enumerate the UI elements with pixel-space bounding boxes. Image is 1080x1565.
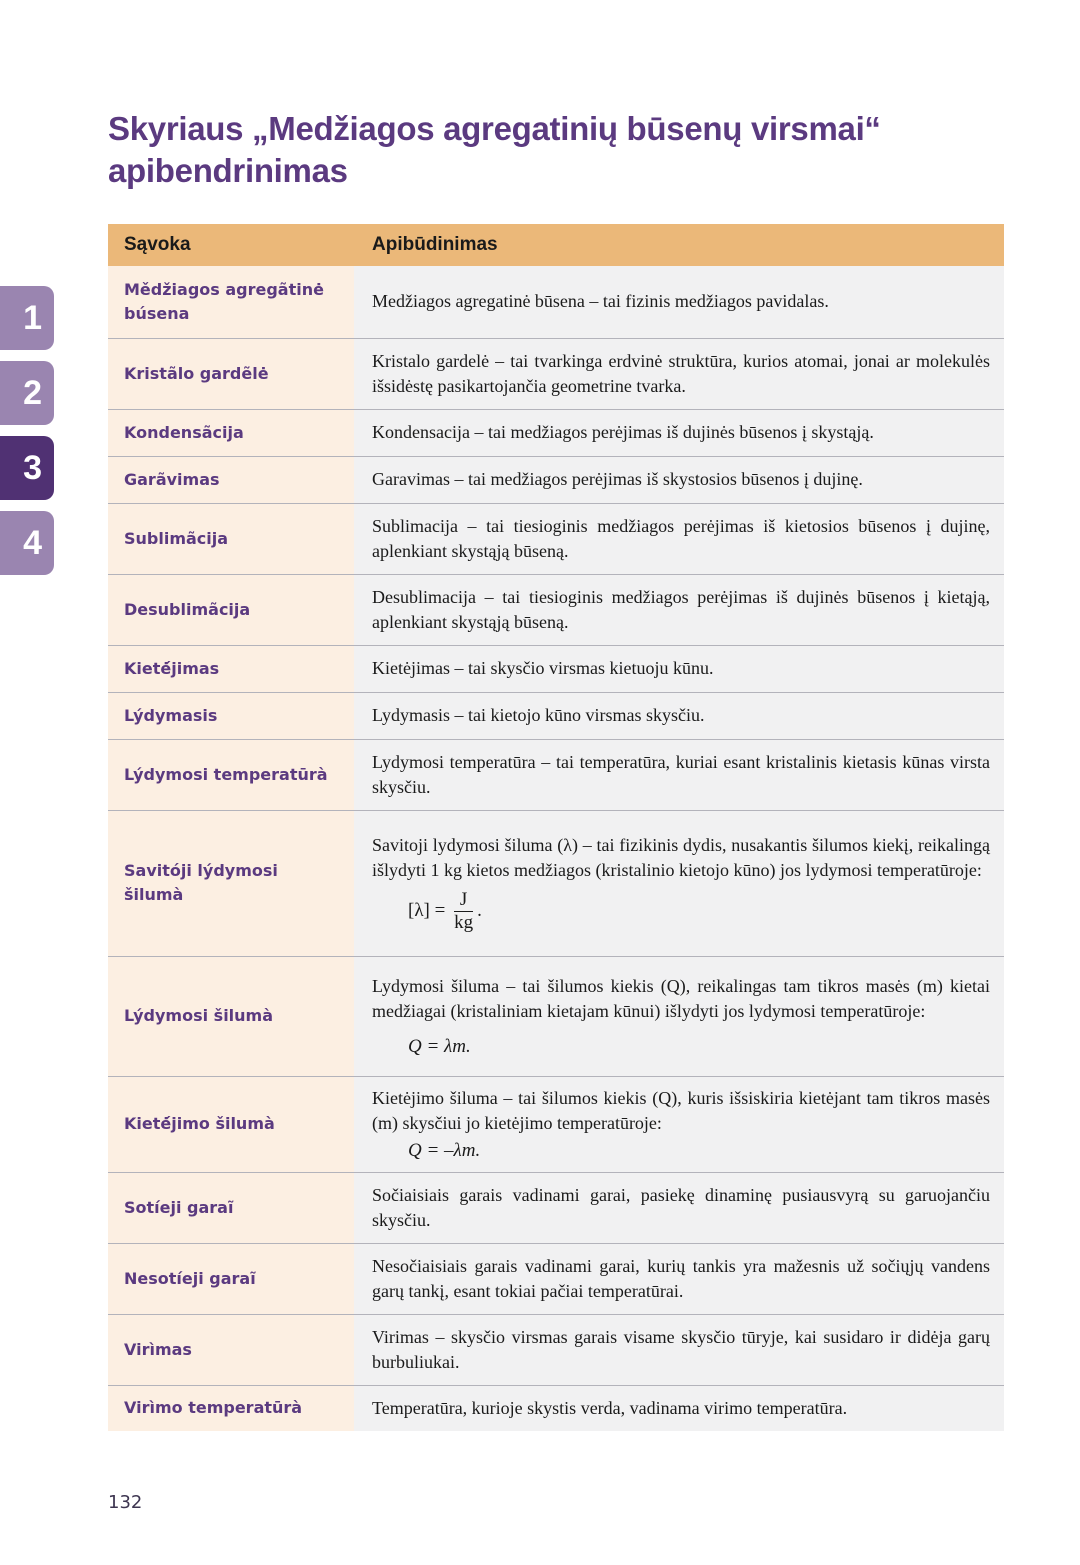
term-cell: Virìmo temperatūrà <box>108 1385 354 1431</box>
term-cell: Sublimãcija <box>108 503 354 574</box>
page-number: 132 <box>108 1492 143 1513</box>
table-row <box>108 266 1004 338</box>
table-row <box>108 645 1004 692</box>
table-row <box>108 409 1004 456</box>
term-cell: Sotíeji garaĩ <box>108 1172 354 1243</box>
column-header-definition: Apibūdinimas <box>354 224 1004 266</box>
term-cell: Desublimãcija <box>108 574 354 645</box>
definition-cell: Lydymosi temperatūra – tai temperatūra, kuriai esant kristalinis kietasis kūnas virsta skysčiu. <box>354 739 1004 810</box>
page-title: Skyriaus „Medžiagos agregatinių būsenų virsmai“ apibendrinimas <box>108 110 881 190</box>
term-cell: Mědžiagos agregãtinė búsena <box>108 266 354 338</box>
table-row <box>108 574 1004 645</box>
formula-unit-lambda: [λ] = $\frac{J}{kg}$ . <box>408 888 482 933</box>
column-header-term: Sąvoka <box>108 224 354 266</box>
definition-cell: Sočiaisiais garais vadinami garai, pasiekę dinaminę pusiausvyrą su garuojančiu skysčiu. <box>354 1172 1004 1243</box>
table-row <box>108 456 1004 503</box>
definition-cell: Virimas – skysčio virsmas garais visame skysčio tūryje, kai susidaro ir didėja garų burbuliukai. <box>354 1314 1004 1385</box>
definition-cell: Temperatūra, kurioje skystis verda, vadinama virimo temperatūra. <box>354 1385 1004 1431</box>
summary-table <box>108 224 1004 1431</box>
formula-melting-heat: Q = λm. <box>408 1035 471 1057</box>
term-cell: Garãvimas <box>108 456 354 503</box>
table-row <box>108 503 1004 574</box>
term-cell: Virìmas <box>108 1314 354 1385</box>
table-row <box>108 1314 1004 1385</box>
definition-text: Kietėjimo šiluma – tai šilumos kiekis (Q), kuris išsiskiria kietėjant tam tikros masės (m) skysčiui jo kietėjimo temperatūroje: <box>372 1087 990 1133</box>
chapter-tab-3[interactable]: 3 <box>0 436 54 500</box>
definition-text: Savitoji lydymosi šiluma (λ) – tai fizikinis dydis, nusakantis šilumos kiekį, reikalingą išlydyti 1 kg kietos medžiagos (kristalinio kietojo kūno) jos lydymosi temperatūroje: <box>372 834 990 880</box>
term-cell: Kristãlo gardẽlė <box>108 338 354 409</box>
term-cell: Kondensãcija <box>108 409 354 456</box>
definition-cell: Kristalo gardelė – tai tvarkinga erdvinė struktūra, kurios atomai, jonai ar molekulės išsidėstę pasikartojančia geometrine tvarka. <box>354 338 1004 409</box>
table-row <box>108 1076 1004 1172</box>
table-row <box>108 338 1004 409</box>
term-cell: Lýdymasis <box>108 692 354 739</box>
definition-cell <box>354 1076 1004 1172</box>
table-header-row <box>108 224 1004 266</box>
definition-cell: Desublimacija – tai tiesioginis medžiagos perėjimas iš dujinės būsenos į kietąją, aplenkiant skystąją būseną. <box>354 574 1004 645</box>
definition-cell <box>354 956 1004 1076</box>
definition-cell <box>354 810 1004 956</box>
table-row <box>108 1243 1004 1314</box>
table-row <box>108 739 1004 810</box>
term-cell: Kietė́jimo šilumà <box>108 1076 354 1172</box>
fraction: $\frac{J}{kg}$ <box>454 888 474 933</box>
chapter-tabs <box>0 286 56 586</box>
table-row <box>108 956 1004 1076</box>
term-cell: Kietė́jimas <box>108 645 354 692</box>
term-cell: Lýdymosi šilumà <box>108 956 354 1076</box>
formula-solidification-heat: Q = –λm. <box>408 1139 481 1161</box>
definition-cell: Kietėjimas – tai skysčio virsmas kietuoju kūnu. <box>354 645 1004 692</box>
table-row <box>108 1385 1004 1431</box>
chapter-tab-4[interactable]: 4 <box>0 511 54 575</box>
definition-cell: Sublimacija – tai tiesioginis medžiagos perėjimas iš kietosios būsenos į dujinę, aplenkiant skystąją būseną. <box>354 503 1004 574</box>
definition-cell: Kondensacija – tai medžiagos perėjimas iš dujinės būsenos į skystąją. <box>354 409 1004 456</box>
definition-text: Lydymosi šiluma – tai šilumos kiekis (Q), reikalingas tam tikros masės (m) kietai medžiagai (kristaliniam kietajam kūnui) išlydyti jos lydymosi temperatūroje: <box>372 975 990 1021</box>
term-cell: Savitóji lýdymosi šilumà <box>108 810 354 956</box>
table-row <box>108 1172 1004 1243</box>
definition-cell: Medžiagos agregatinė būsena – tai fizinis medžiagos pavidalas. <box>354 266 1004 338</box>
term-cell: Lýdymosi temperatūrà <box>108 739 354 810</box>
definition-cell: Nesočiaisiais garais vadinami garai, kurių tankis yra mažesnis už sočiųjų vandens garų tankį, esant tokiai pačiai temperatūrai. <box>354 1243 1004 1314</box>
table-row <box>108 810 1004 956</box>
definition-cell: Lydymasis – tai kietojo kūno virsmas skysčiu. <box>354 692 1004 739</box>
definition-cell: Garavimas – tai medžiagos perėjimas iš skystosios būsenos į dujinę. <box>354 456 1004 503</box>
term-cell: Nesotíeji garaĩ <box>108 1243 354 1314</box>
chapter-tab-1[interactable]: 1 <box>0 286 54 350</box>
table-row <box>108 692 1004 739</box>
chapter-tab-2[interactable]: 2 <box>0 361 54 425</box>
